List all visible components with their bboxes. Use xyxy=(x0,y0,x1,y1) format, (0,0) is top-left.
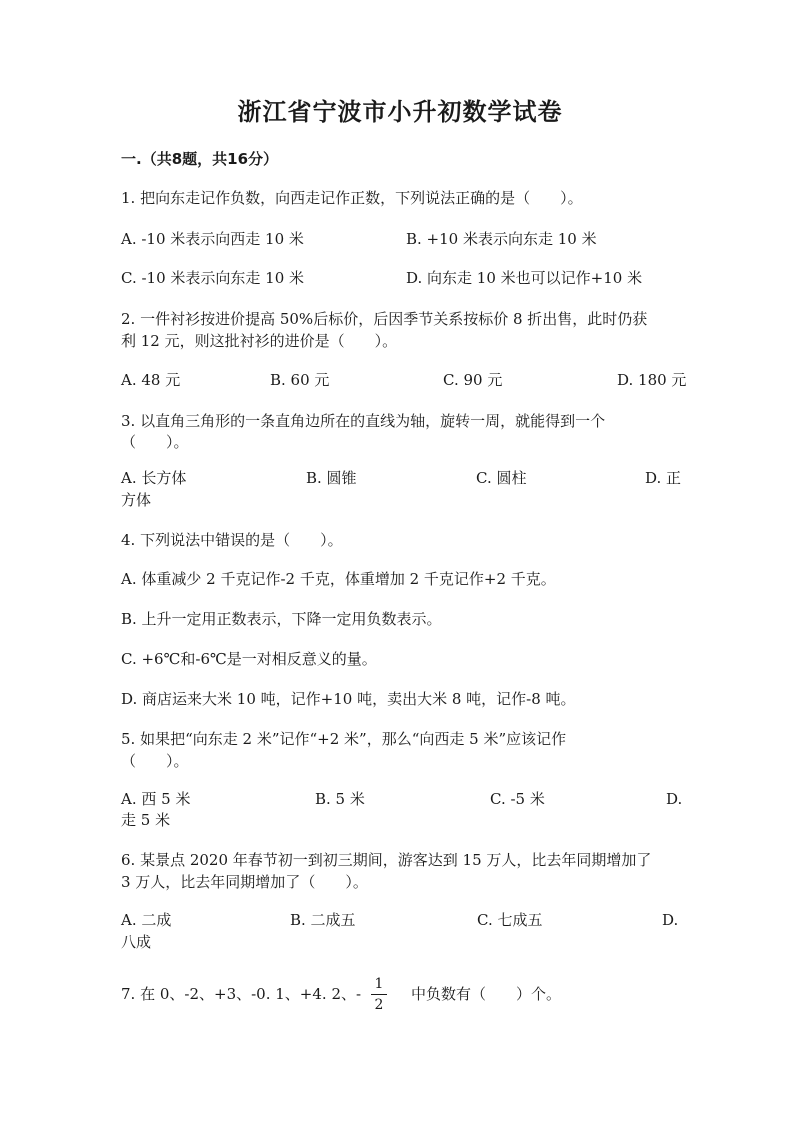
question-3-option-a: A. 长方体 xyxy=(121,469,187,487)
question-6-stem-line-2: 3 万人，比去年同期增加了（ ）。 xyxy=(121,873,368,891)
question-6-option-d: D. xyxy=(662,911,679,929)
question-2-option-d: D. 180 元 xyxy=(617,371,687,389)
question-3-option-b: B. 圆锥 xyxy=(306,469,357,487)
question-5-option-d-wrap: 走 5 米 xyxy=(121,811,171,829)
question-2-stem-line-1: 2. 一件衬衫按进价提高 50%后标价，后因季节关系按标价 8 折出售，此时仍获 xyxy=(121,310,648,328)
section-heading: 一.（共8题，共16分） xyxy=(121,150,279,168)
question-1-option-a: A. -10 米表示向西走 10 米 xyxy=(121,230,304,248)
question-2-option-b: B. 60 元 xyxy=(270,371,330,389)
question-7-stem-before: 7. 在 0、-2、+3、-0. 1、+4. 2、- xyxy=(121,985,362,1003)
question-5-option-a: A. 西 5 米 xyxy=(121,790,191,808)
page-title: 浙江省宁波市小升初数学试卷 xyxy=(237,98,563,126)
question-4-option-b: B. 上升一定用正数表示，下降一定用负数表示。 xyxy=(121,610,442,628)
fraction-one-half xyxy=(371,976,387,1013)
question-4-option-d: D. 商店运来大米 10 吨，记作+10 吨，卖出大米 8 吨，记作-8 吨。 xyxy=(121,690,576,708)
question-6-option-c: C. 七成五 xyxy=(477,911,543,929)
question-5-stem-line-2: （ ）。 xyxy=(121,752,189,770)
question-3-stem-line-1: 3. 以直角三角形的一条直角边所在的直线为轴，旋转一周，就能得到一个 xyxy=(121,412,606,430)
question-3-option-d-wrap: 方体 xyxy=(121,491,152,509)
question-4-stem: 4. 下列说法中错误的是（ ）。 xyxy=(121,531,343,549)
question-5-stem-line-1: 5. 如果把“向东走 2 米”记作“+2 米”，那么“向西走 5 米”应该记作 xyxy=(121,730,567,748)
question-4-option-a: A. 体重减少 2 千克记作-2 千克，体重增加 2 千克记作+2 千克。 xyxy=(121,570,556,588)
question-3-stem-line-2: （ ）。 xyxy=(121,433,189,451)
question-4-option-c: C. +6℃和-6℃是一对相反意义的量。 xyxy=(121,650,377,668)
fraction-numerator: 1 xyxy=(374,976,384,992)
question-3-option-c: C. 圆柱 xyxy=(476,469,527,487)
question-3-option-d: D. 正 xyxy=(645,469,682,487)
question-1-option-c: C. -10 米表示向东走 10 米 xyxy=(121,269,305,287)
question-1-option-d: D. 向东走 10 米也可以记作+10 米 xyxy=(406,269,643,287)
question-2-option-a: A. 48 元 xyxy=(121,371,181,389)
question-1-option-b: B. +10 米表示向东走 10 米 xyxy=(406,230,597,248)
question-6-option-d-wrap: 八成 xyxy=(121,933,152,951)
question-2-option-c: C. 90 元 xyxy=(443,371,503,389)
question-1-stem: 1. 把向东走记作负数，向西走记作正数，下列说法正确的是（ ）。 xyxy=(121,189,583,207)
question-5-option-c: C. -5 米 xyxy=(490,790,545,808)
question-6-option-b: B. 二成五 xyxy=(290,911,356,929)
question-2-stem-line-2: 利 12 元，则这批衬衫的进价是（ ）。 xyxy=(121,332,398,350)
fraction-denominator: 2 xyxy=(374,997,384,1013)
question-6-stem-line-1: 6. 某景点 2020 年春节初一到初三期间，游客达到 15 万人，比去年同期增加了 xyxy=(121,851,652,869)
question-7-stem-after: 中负数有（ ）个。 xyxy=(411,985,562,1003)
question-5-option-d: D. xyxy=(666,790,683,808)
question-5-option-b: B. 5 米 xyxy=(315,790,365,808)
fraction-bar xyxy=(371,994,387,995)
question-6-option-a: A. 二成 xyxy=(121,911,172,929)
